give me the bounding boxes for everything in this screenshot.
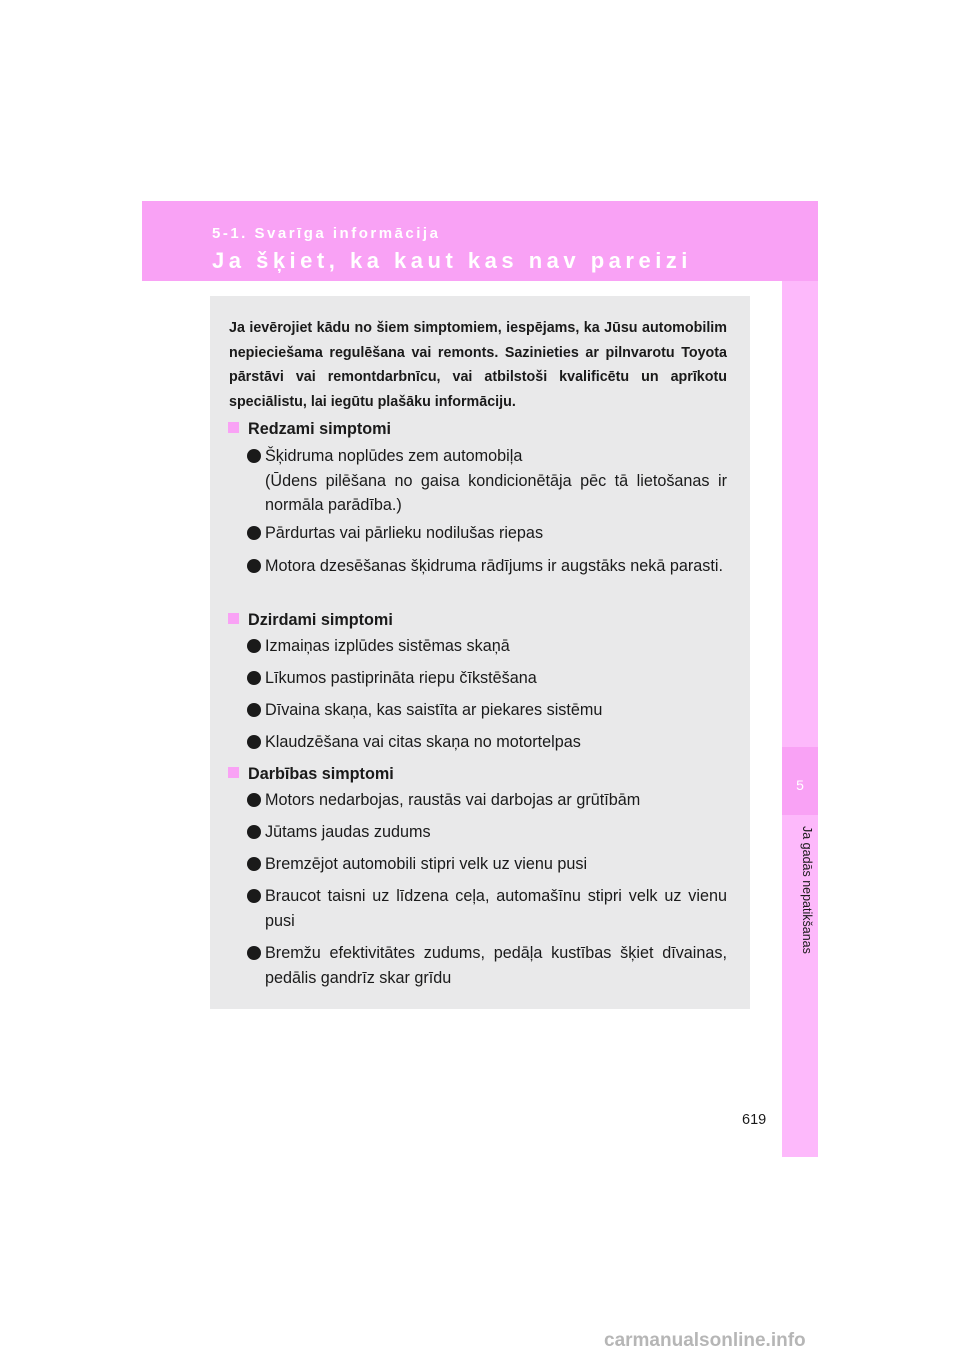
- round-bullet-icon: [247, 526, 261, 540]
- watermark: carmanualsonline.info: [604, 1330, 806, 1351]
- square-bullet-icon: [228, 422, 239, 433]
- list-item-text: Pārdurtas vai pārlieku nodilušas riepas: [265, 524, 544, 542]
- group-title-text: Darbības simptomi: [248, 765, 394, 783]
- list-item-text: Bremzējot automobili stipri velk uz vienu pusi: [265, 855, 588, 873]
- chapter-tab[interactable]: [782, 747, 818, 815]
- list-item: [247, 444, 727, 518]
- list-item: [247, 554, 727, 579]
- round-bullet-icon: [247, 889, 261, 903]
- list-item: [247, 852, 727, 877]
- list-item: [247, 634, 727, 659]
- list-item-text: Motors nedarbojas, raustās vai darbojas ar grūtībām: [265, 791, 641, 809]
- section-label: 5-1. Svarīga informācija: [212, 225, 441, 242]
- round-bullet-icon: [247, 946, 261, 960]
- round-bullet-icon: [247, 559, 261, 573]
- list-item-text: Šķidruma noplūdes zem automobiļa (Ūdens pilēšana no gaisa kondicionētāja pēc tā lietošanas ir normāla parādība.): [265, 447, 727, 514]
- square-bullet-icon: [228, 613, 239, 624]
- page-title: Ja šķiet, ka kaut kas nav pareizi: [212, 248, 692, 273]
- intro-paragraph: Ja ievērojiet kādu no šiem simptomiem, iespējams, ka Jūsu automobilim nepieciešama regulēšana vai remonts. Sazinieties ar pilnvarotu Toyota pārstāvi vai remontdarbnīcu, vai atbilstoši kvalificētu un aprīkotu speciālistu, lai iegūtu plašāku informāciju.: [229, 320, 727, 410]
- list-item-text: Izmaiņas izplūdes sistēmas skaņā: [265, 637, 510, 655]
- list-item-text: Jūtams jaudas zudums: [265, 823, 431, 841]
- chapter-side-strip: [782, 281, 818, 1157]
- round-bullet-icon: [247, 857, 261, 871]
- list-item-text: Dīvaina skaņa, kas saistīta ar piekares sistēmu: [265, 701, 603, 719]
- page-number: 619: [742, 1112, 767, 1128]
- list-item-text: Klaudzēšana vai citas skaņa no motortelpas: [265, 733, 581, 751]
- list-item-text: Braucot taisni uz līdzena ceļa, automašīnu stipri velk uz vienu pusi: [265, 887, 727, 930]
- round-bullet-icon: [247, 449, 261, 463]
- list-item-text: Motora dzesēšanas šķidruma rādījums ir augstāks nekā parasti.: [265, 557, 723, 575]
- round-bullet-icon: [247, 793, 261, 807]
- round-bullet-icon: [247, 639, 261, 653]
- list-item: [247, 666, 727, 691]
- group-title-text: Dzirdami simptomi: [248, 611, 393, 629]
- round-bullet-icon: [247, 735, 261, 749]
- round-bullet-icon: [247, 825, 261, 839]
- square-bullet-icon: [228, 767, 239, 778]
- round-bullet-icon: [247, 703, 261, 717]
- section-header-band: [142, 201, 818, 281]
- list-item: [247, 820, 727, 845]
- list-item: [247, 521, 727, 546]
- list-item: [247, 788, 727, 813]
- round-bullet-icon: [247, 671, 261, 685]
- group-title-audible: [228, 611, 393, 630]
- list-item: [247, 698, 727, 723]
- symptoms-box: [210, 296, 750, 1009]
- chapter-number: 5: [796, 777, 804, 793]
- list-item: [247, 730, 727, 755]
- group-title-text: Redzami simptomi: [248, 420, 392, 438]
- list-item-text: Bremžu efektivitātes zudums, pedāļa kustības šķiet dīvainas, pedālis gandrīz skar grīdu: [265, 944, 727, 987]
- chapter-title: Ja gadās nepatikšanas: [800, 826, 814, 954]
- group-title-visible: [228, 420, 391, 439]
- list-item-text: Līkumos pastiprināta riepu čīkstēšana: [265, 669, 537, 687]
- group-title-operational: [228, 765, 394, 784]
- list-item: [247, 941, 727, 990]
- list-item: [247, 884, 727, 933]
